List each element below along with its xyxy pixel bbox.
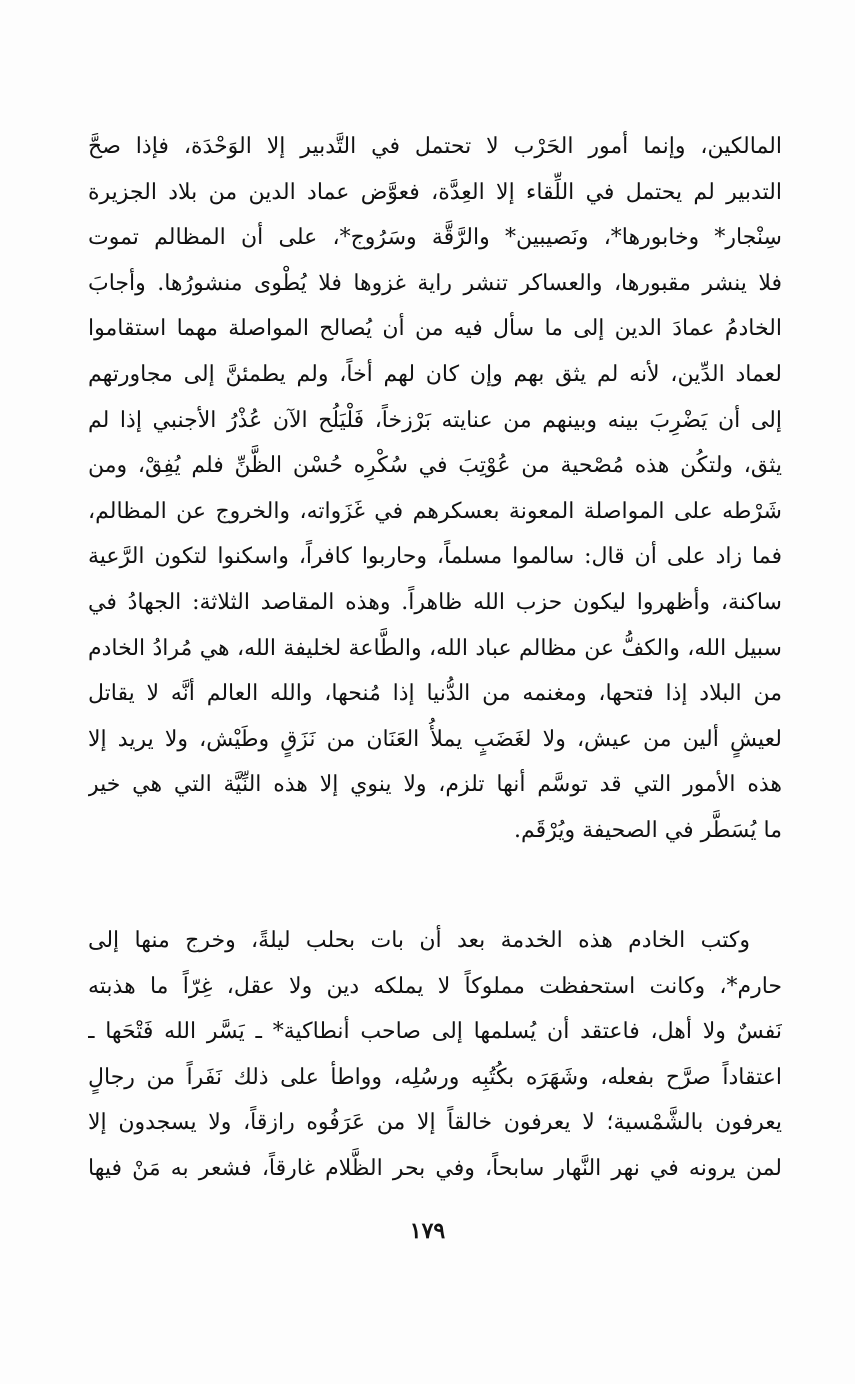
text-line: من البلاد إذا فتحها، ومغنمه من الدُّنيا إذا مُنحها، والله العالم أنَّه لا يقاتل <box>88 681 782 707</box>
text-line: فما زاد على أن قال: سالموا مسلماً، وحاربوا كافراً، واسكنوا لتكون الرَّعية <box>88 544 782 570</box>
text-line: اعتقاداً صرَّح بفعله، وشَهَرَه بكُتُبِه ورسُلِه، وواطأ على ذلك نَفَراً من رجالٍ <box>88 1064 782 1090</box>
paragraph-1 <box>88 124 782 854</box>
text-line: يثق، ولتكُن هذه مُصْحية من عُوْتِبَ في سُكْرِه حُسْن الظَّنِّ فلم يُفِقْ، ومن <box>88 453 782 479</box>
text-line: حارم*، وكانت استحفظت مملوكاً لا يملكه دين ولا عقل، غِرّاً ما هذبته <box>88 973 782 999</box>
text-line: سِنْجار* وخابورها*، ونَصيبين* والرَّقَّة وسَرُوج*، على أن المظالم تموت <box>88 225 782 251</box>
text-line: لعيشٍ ألين من عيش، ولا لغَضَبٍ يملأُ العَنَان من نَزَقٍ وطَيْش، ولا يريد إلا <box>88 726 782 752</box>
text-line: نَفسٌ ولا أهل، فاعتقد أن يُسلمها إلى صاحب أنطاكية* ـ يَسَّر الله فَتْحَها ـ <box>88 1019 782 1045</box>
text-line: التدبير لم يحتمل في اللِّقاء إلا العِدَّة، فعوَّض عماد الدين من بلاد الجزيرة <box>88 179 782 205</box>
text-line: هذه الأمور التي قد توسَّم أنها تلزم، ولا ينوي إلا هذه النِّيَّة التي هي خير <box>88 772 782 798</box>
text-line: شَرْطه على المواصلة المعونة بعسكرهم في غَزَواته، والخروج عن المظالم، <box>88 498 782 524</box>
text-line: المالكين، وإنما أمور الحَرْب لا تحتمل في التَّدبير إلا الوَحْدَة، فإذا صحَّ <box>88 134 782 159</box>
page-number: ١٧٩ <box>409 1218 446 1244</box>
text-line: سبيل الله، والكفُّ عن مظالم عباد الله، والطَّاعة لخليفة الله، هي مُرادُ الخادم <box>88 635 782 661</box>
text-line: لعماد الدِّين، لأنه لم يثق بهم وإن كان لهم أخاً، ولم يطمئنَّ إلى مجاورتهم <box>88 361 782 387</box>
text-line: ساكنة، وأظهروا ليكون حزب الله ظاهراً. وهذه المقاصد الثلاثة: الجهادُ في <box>88 589 782 615</box>
text-line: إلى أن يَضْرِبَ بينه وبينهم من عنايته بَرْزخاً، فَلْيَلُح الآن عُذْرُ الأجنبي إذا لم <box>88 407 782 433</box>
text-line: الخادمُ عمادَ الدين إلى ما سأل فيه من أن يُصالح المواصلة مهما استقاموا <box>88 316 782 342</box>
paragraph-2 <box>88 918 782 1192</box>
text-line: وكتب الخادم هذه الخدمة بعد أن بات بحلب ليلةً، وخرج منها إلى <box>88 928 750 953</box>
text-line: فلا ينشر مقبورها، والعساكر تنشر راية غزوها فلا يُطْوى منشورُها. وأجابَ <box>88 270 782 296</box>
text-line: يعرفون بالشَّمْسية؛ لا يعرفون خالقاً إلا من عَرَفُوه رازقاً، ولا يسجدون إلا <box>88 1110 782 1136</box>
text-line: لمن يرونه في نهر النَّهار سابحاً، وفي بحر الظَّلام غارقاً، فشعر به مَنْ فيها <box>88 1155 782 1181</box>
text-line: ما يُسَطَّر في الصحيفة ويُرْقَم. <box>514 817 782 843</box>
